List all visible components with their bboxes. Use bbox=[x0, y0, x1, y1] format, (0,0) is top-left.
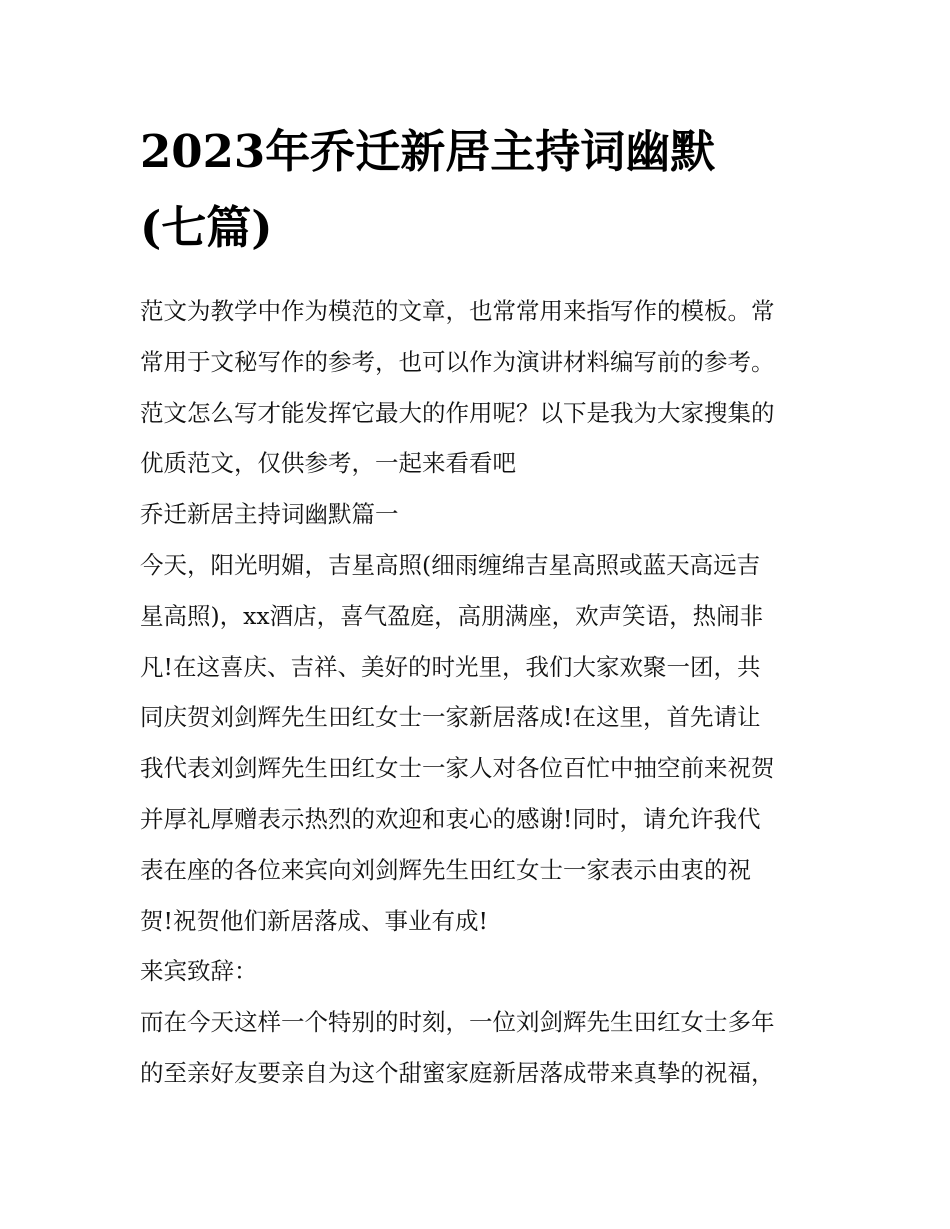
title-line-2: (七篇) bbox=[140, 201, 273, 254]
text-line: 范文怎么写才能发挥它最大的作用呢？以下是我为大家搜集的 bbox=[140, 398, 775, 427]
document-body bbox=[140, 286, 820, 1099]
text-line: 的至亲好友要亲自为这个甜蜜家庭新居落成带来真挚的祝福， bbox=[140, 1058, 775, 1087]
text-line: 并厚礼厚赠表示热烈的欢迎和衷心的感谢!同时，请允许我代 bbox=[140, 804, 761, 833]
text-line: 来宾致辞： bbox=[140, 957, 258, 986]
title-line-1: 2023年乔迁新居主持词幽默 bbox=[140, 125, 716, 178]
closing-paragraph bbox=[140, 997, 820, 1099]
text-line: 优质范文，仅供参考，一起来看看吧 bbox=[140, 449, 516, 478]
text-line: 凡!在这喜庆、吉祥、美好的时光里，我们大家欢聚一团，共 bbox=[140, 652, 761, 681]
text-line: 而在今天这样一个特别的时刻，一位刘剑辉先生田红女士多年 bbox=[140, 1008, 775, 1037]
section-heading bbox=[140, 489, 820, 540]
text-line: 贺!祝贺他们新居落成、事业有成! bbox=[140, 906, 488, 935]
text-line: 乔迁新居主持词幽默篇一 bbox=[140, 500, 399, 529]
speech-paragraph bbox=[140, 540, 820, 946]
text-line: 今天，阳光明媚，吉星高照(细雨缠绵吉星高照或蓝天高远吉 bbox=[140, 550, 761, 579]
text-line: 星高照)，xx酒店，喜气盈庭，高朋满座，欢声笑语，热闹非 bbox=[140, 601, 764, 630]
text-line: 同庆贺刘剑辉先生田红女士一家新居落成!在这里，首先请让 bbox=[140, 703, 761, 732]
document-title bbox=[140, 114, 820, 266]
text-line: 我代表刘剑辉先生田红女士一家人对各位百忙中抽空前来祝贺 bbox=[140, 754, 775, 783]
guest-speech-label bbox=[140, 946, 820, 997]
text-line: 常用于文秘写作的参考，也可以作为演讲材料编写前的参考。 bbox=[140, 347, 775, 376]
text-line: 范文为教学中作为模范的文章，也常常用来指写作的模板。常 bbox=[140, 297, 775, 325]
text-line: 表在座的各位来宾向刘剑辉先生田红女士一家表示由衷的祝 bbox=[140, 855, 751, 884]
document-content bbox=[140, 114, 820, 1099]
intro-paragraph bbox=[140, 286, 820, 489]
